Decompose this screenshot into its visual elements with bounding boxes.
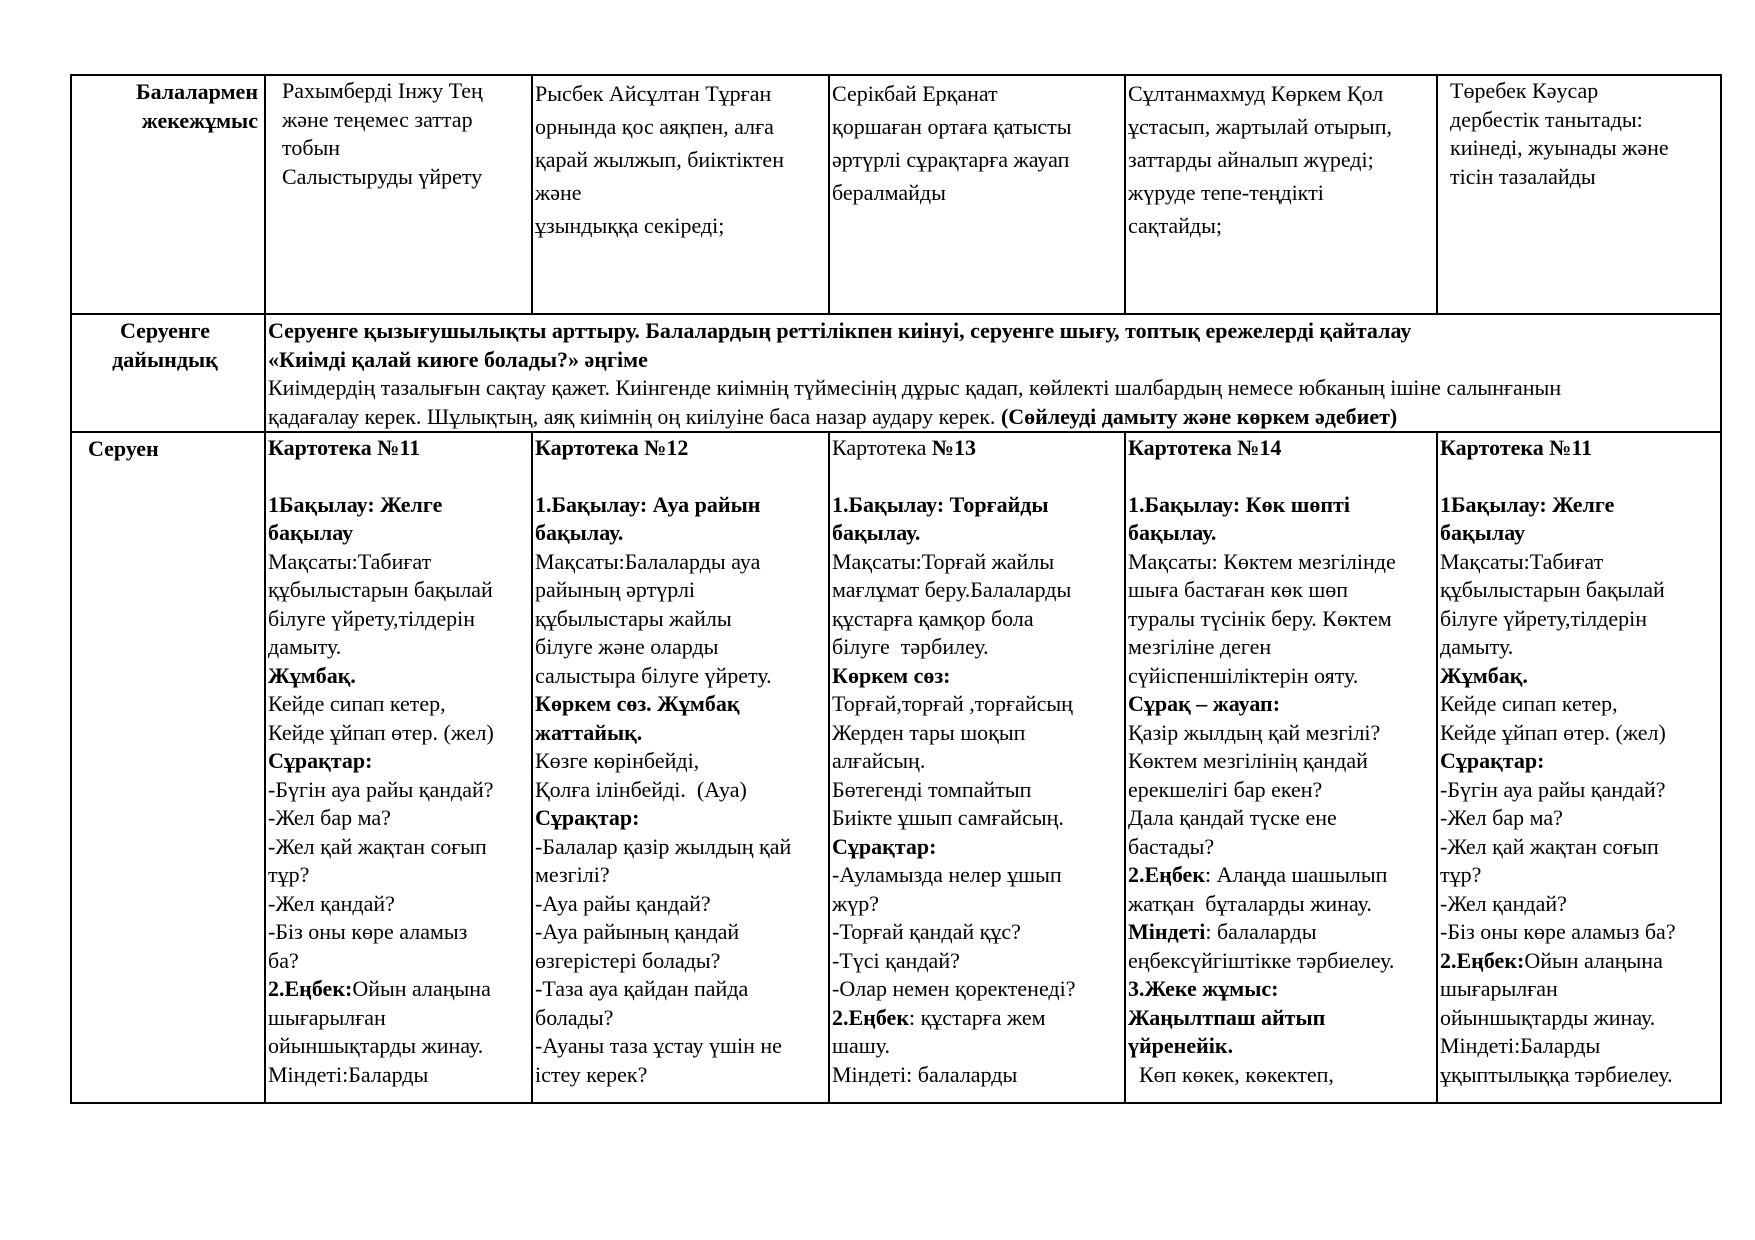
- walk-column-body: [1440, 434, 1718, 1102]
- cell-line: Салыстыруды үйрету: [282, 163, 483, 189]
- walk-line: [1128, 662, 1434, 691]
- walk-line-text: Картотека №12: [535, 435, 689, 460]
- walk-line: [1440, 1004, 1718, 1033]
- walk-line-text: Кейде ұйпап өтер. (жел): [1440, 719, 1666, 745]
- walk-line-text: -Жел бар ма?: [268, 805, 391, 830]
- walk-column-body: [832, 434, 1122, 1102]
- walk-column: [829, 432, 1125, 1103]
- walk-line-text: Көктем мезгілінің қандай: [1128, 748, 1368, 773]
- walk-line: [1128, 605, 1434, 634]
- walk-line-text: мағлұмат беру.Балаларды: [832, 577, 1072, 602]
- walk-line: [832, 519, 1122, 548]
- walk-prep-subject: (Сөйлеуді дамыту және көркем әдебиет): [1000, 403, 1398, 429]
- walk-line: [1440, 890, 1718, 919]
- walk-line-text: жаттайық.: [535, 719, 643, 745]
- walk-line-text: Міндеті: балаларды: [832, 1061, 1018, 1087]
- walk-line: [832, 690, 1122, 719]
- walk-line: [268, 776, 529, 805]
- walk-line-rest: №13: [931, 435, 977, 460]
- walk-line-text: Қазір жылдың қай мезгілі?: [1128, 719, 1381, 745]
- cell-line: заттарды айналып жүреді;: [1128, 147, 1374, 172]
- walk-column: [532, 432, 829, 1103]
- plan-table: [70, 74, 1722, 1104]
- walk-line: [268, 605, 529, 634]
- walk-line-text: -Бүгін ауа райы қандай?: [1440, 776, 1666, 802]
- walk-line: [832, 633, 1122, 662]
- walk-line-text: Сұрақ – жауап:: [1128, 691, 1281, 716]
- walk-line: [535, 633, 826, 662]
- header-line: Серуенге: [119, 318, 211, 343]
- walk-line: [1440, 434, 1718, 463]
- walk-line-text: бақылау.: [535, 520, 624, 545]
- walk-line-text: Биікте ұшып самғайсың.: [832, 805, 1064, 830]
- walk-line-text: -Жел бар ма?: [1440, 805, 1563, 830]
- walk-line-text: -Түсі қандай?: [832, 947, 960, 973]
- walk-line-text: білуге тәрбилеу.: [832, 634, 989, 659]
- walk-line: [1128, 491, 1434, 520]
- walk-line-text: 3.Жеке жұмыс:: [1128, 976, 1279, 1001]
- cell-line: Рысбек Айсұлтан Тұрған: [535, 81, 772, 106]
- cell-line: Рахымберді Інжу Тең: [282, 78, 483, 103]
- walk-line: [832, 605, 1122, 634]
- walk-line: [1128, 776, 1434, 805]
- walk-line-text: -Біз оны көре аламыз: [268, 919, 468, 944]
- walk-line-text: Жерден тары шоқып: [832, 719, 1026, 745]
- walk-line-text: -Ауламызда нелер ұшып: [832, 862, 1062, 887]
- line-gap: [268, 463, 529, 491]
- walk-line: [1128, 918, 1434, 947]
- walk-line-text: Сұрақтар:: [535, 805, 640, 830]
- walk-line-text: мезгілі?: [535, 862, 610, 887]
- walk-line: [268, 833, 529, 862]
- walk-line-text: құстарға қамқор бола: [832, 605, 1034, 631]
- walk-column: [1437, 432, 1721, 1103]
- walk-line: [1128, 947, 1434, 976]
- walk-line-text: Мақсаты:Табиғат: [1440, 548, 1604, 574]
- walk-line-text: мезгіліне деген: [1128, 634, 1272, 659]
- walk-line-text: еңбексүйгіштікке тәрбиелеу.: [1128, 947, 1395, 973]
- walk-line-text: 1Бақылау: Желге: [268, 491, 443, 517]
- cell-line: ұстасып, жартылай отырып,: [1128, 114, 1392, 139]
- walk-line: [535, 491, 826, 520]
- walk-line: [268, 1061, 529, 1090]
- walk-line: [832, 918, 1122, 947]
- walk-line: [268, 576, 529, 605]
- walk-line-text: құбылыстарын бақылай: [268, 577, 493, 602]
- walk-line: [832, 1032, 1122, 1061]
- walk-line: [535, 519, 826, 548]
- walk-line: [1440, 576, 1718, 605]
- walk-prep-line: «Киімді қалай киюге болады?» әңгіме: [268, 346, 648, 372]
- walk-line-text: Мақсаты:Балаларды ауа: [535, 548, 761, 574]
- walk-column-body: [535, 434, 826, 1102]
- walk-line: [535, 576, 826, 605]
- walk-line-text: Көркем сөз. Жұмбақ: [535, 691, 740, 716]
- walk-line-text: Мақсаты: Көктем мезгілінде: [1128, 548, 1396, 574]
- header-line: Серуен: [88, 436, 159, 461]
- walk-line: [832, 947, 1122, 976]
- walk-line: [832, 833, 1122, 862]
- walk-line-text: -Ауа райы қандай?: [535, 890, 711, 916]
- walk-line-text: істеу керек?: [535, 1061, 648, 1087]
- walk-line: [1128, 548, 1434, 577]
- walk-line-text: 2.Еңбек: [832, 1004, 909, 1030]
- walk-line: [1440, 804, 1718, 833]
- walk-line: [1440, 605, 1718, 634]
- walk-line: [1128, 690, 1434, 719]
- walk-line: [535, 947, 826, 976]
- walk-line-text: Сұрақтар:: [268, 748, 373, 773]
- walk-line: [268, 519, 529, 548]
- cell-line: және теңемес заттар: [282, 106, 473, 132]
- walk-line-text: -Ауа райының қандай: [535, 919, 740, 944]
- cell-line: киінеді, жуынады және: [1450, 135, 1669, 160]
- walk-line: [1440, 1032, 1718, 1061]
- walk-column: [1125, 432, 1437, 1103]
- walk-line-text: 1Бақылау: Желге: [1440, 491, 1615, 517]
- walk-line-text: дамыту.: [268, 634, 342, 659]
- walk-line-text: Мақсаты:Торғай жайлы: [832, 548, 1055, 574]
- walk-line-text: 1.Бақылау: Ауа райын: [535, 491, 761, 517]
- walk-line: [832, 975, 1122, 1004]
- cell-line: Серікбай Ерқанат: [832, 81, 998, 106]
- walk-line-text: сүйіспеншіліктерін ояту.: [1128, 662, 1359, 688]
- walk-line: [1128, 719, 1434, 748]
- walk-line-text: Міндеті:Баларды: [1440, 1033, 1601, 1058]
- walk-line: [1128, 1032, 1434, 1061]
- line-gap: [832, 463, 1122, 491]
- walk-line-text: 2.Еңбек:: [1440, 947, 1525, 973]
- header-line: жекежұмыс: [141, 107, 258, 133]
- walk-line: [535, 747, 826, 776]
- walk-line-text: Кейде ұйпап өтер. (жел): [268, 719, 494, 745]
- walk-line: [268, 890, 529, 919]
- walk-prep-line: Киімдердің тазалығын сақтау қажет. Киінгенде киімнің түймесінің дұрыс қадап, көйлекті шалбардың немесе юбканың ішіне салынғанын: [268, 375, 1562, 400]
- line-gap: [535, 463, 826, 491]
- walk-line: [832, 434, 1122, 463]
- walk-line: [535, 1004, 826, 1033]
- walk-line: [832, 1061, 1122, 1090]
- walk-line-text: Сұрақтар:: [1440, 748, 1545, 773]
- walk-line-text: дамыту.: [1440, 634, 1514, 659]
- walk-line-text: Мақсаты:Табиғат: [268, 548, 432, 574]
- walk-line-rest: Ойын алаңына: [1524, 947, 1663, 973]
- walk-line: [535, 890, 826, 919]
- walk-line-text: Көзге көрінбейді,: [535, 748, 700, 773]
- walk-header: [71, 432, 265, 1103]
- walk-line-text: Бөтегенді томпайтып: [832, 776, 1032, 802]
- walk-line-rest: : Алаңда шашылып: [1205, 862, 1388, 887]
- walk-line: [832, 890, 1122, 919]
- walk-prep-line: Серуенге қызығушылықты арттыру. Балалардың реттілікпен киінуі, серуенге шығу, топтық ережелерді қайталау: [268, 318, 1412, 343]
- walk-line: [1128, 434, 1434, 463]
- walk-line-text: бақылау: [268, 520, 354, 545]
- walk-line-text: -Біз оны көре аламыз ба?: [1440, 919, 1676, 944]
- walk-line: [268, 719, 529, 748]
- walk-line: [268, 804, 529, 833]
- walk-line: [535, 719, 826, 748]
- walk-line: [1128, 1004, 1434, 1033]
- walk-line-text: алғайсың.: [832, 748, 926, 773]
- walk-line: [535, 548, 826, 577]
- walk-column-body: [1128, 434, 1434, 1102]
- walk-line-text: бақылау: [1440, 520, 1526, 545]
- cell-line: әртүрлі сұрақтарға жауап: [832, 147, 1070, 172]
- walk-line-text: ба?: [268, 947, 299, 973]
- walk-line-text: Жаңылтпаш айтып: [1128, 1004, 1326, 1030]
- cell-line: тісін тазалайды: [1450, 163, 1596, 189]
- walk-line: [1128, 890, 1434, 919]
- cell-line: және: [535, 180, 582, 205]
- walk-line: [832, 1004, 1122, 1033]
- cell-line: орнында қос аяқпен, алға: [535, 114, 774, 139]
- cell-line: ұзындыққа секіреді;: [535, 213, 725, 238]
- walk-line-text: -Бүгін ауа райы қандай?: [268, 776, 494, 802]
- walk-line-text: -Торғай қандай құс?: [832, 919, 1021, 944]
- walk-line-text: Көп көкек, көкектеп,: [1128, 1061, 1334, 1087]
- walk-line: [1128, 576, 1434, 605]
- walk-line: [1128, 833, 1434, 862]
- walk-line: [535, 605, 826, 634]
- walk-line: [268, 975, 529, 1004]
- walk-line: [1440, 918, 1718, 947]
- walk-line-text: болады?: [535, 1004, 614, 1030]
- individual-work-row: [71, 75, 1721, 314]
- walk-line: [832, 548, 1122, 577]
- walk-line-text: -Ауаны таза ұстау үшін не: [535, 1033, 782, 1058]
- walk-line: [268, 434, 529, 463]
- walk-line: [1440, 975, 1718, 1004]
- walk-line-text: райының әртүрлі: [535, 577, 696, 602]
- header-line: Балалармен: [136, 79, 258, 104]
- walk-line: [1128, 747, 1434, 776]
- walk-line-text: үйренейік.: [1128, 1033, 1234, 1058]
- walk-line-text: шыға бастаған көк шөп: [1128, 577, 1349, 602]
- line-gap: [1440, 463, 1718, 491]
- walk-line-text: -Жел қандай?: [268, 890, 395, 916]
- walk-line: [1440, 776, 1718, 805]
- walk-line: [268, 633, 529, 662]
- walk-line: [1440, 747, 1718, 776]
- walk-line: [1440, 690, 1718, 719]
- walk-line-text: Міндеті: [1128, 919, 1206, 944]
- walk-line: [832, 576, 1122, 605]
- walk-line-text: 1.Бақылау: Торғайды: [832, 491, 1049, 517]
- walk-line-text: -Жел қай жақтан соғып: [268, 833, 487, 859]
- walk-line-text: -Балалар қазір жылдың қай: [535, 833, 792, 859]
- walk-line: [1440, 491, 1718, 520]
- cell-line: Төребек Кәусар: [1450, 78, 1599, 103]
- walk-line: [535, 1061, 826, 1090]
- walk-line: [1440, 519, 1718, 548]
- walk-line: [832, 747, 1122, 776]
- walk-line: [535, 833, 826, 862]
- walk-line: [1128, 633, 1434, 662]
- walk-line-text: шығарылған: [268, 1004, 386, 1030]
- walk-line-text: Картотека №14: [1128, 435, 1282, 460]
- cell-line: қоршаған ортаға қатысты: [832, 114, 1072, 139]
- line-gap: [1128, 463, 1434, 491]
- walk-line-text: Қолға ілінбейді. (Ауа): [535, 776, 747, 802]
- walk-line-text: ойыншықтарды жинау.: [268, 1033, 484, 1058]
- walk-line-text: ұқыптылыққа тәрбиелеу.: [1440, 1061, 1673, 1087]
- walk-line-rest: Ойын алаңына: [352, 976, 491, 1001]
- walk-line-text: -Таза ауа қайдан пайда: [535, 976, 749, 1001]
- walk-line: [535, 690, 826, 719]
- walk-line-text: бақылау.: [1128, 520, 1217, 545]
- walk-line-text: құбылыстары жайлы: [535, 605, 732, 631]
- header-line: дайындық: [112, 346, 218, 372]
- walk-line: [535, 861, 826, 890]
- walk-line-rest: : құстарға жем: [909, 1004, 1046, 1030]
- walk-line: [1440, 719, 1718, 748]
- walk-line-text: Кейде сипап кетер,: [1440, 691, 1618, 716]
- walk-line: [268, 947, 529, 976]
- walk-line-rest: : балаларды: [1205, 919, 1317, 944]
- cell-line: қарай жылжып, биіктіктен: [535, 147, 784, 172]
- walk-prep-row: [71, 314, 1721, 432]
- walk-line: [268, 548, 529, 577]
- walk-line: [535, 804, 826, 833]
- walk-line: [832, 719, 1122, 748]
- walk-line-text: Дала қандай түске ене: [1128, 805, 1337, 830]
- walk-line-text: -Олар немен қоректенеді?: [832, 976, 1076, 1001]
- walk-line: [832, 662, 1122, 691]
- walk-line-text: білуге және оларды: [535, 634, 719, 659]
- walk-line-text: 2.Еңбек: [1128, 862, 1205, 887]
- individual-work-header: [71, 75, 265, 314]
- walk-line: [1440, 1061, 1718, 1090]
- individual-work-cell: [532, 75, 829, 314]
- walk-line: [1440, 633, 1718, 662]
- walk-line: [1128, 1061, 1434, 1090]
- walk-line: [832, 776, 1122, 805]
- walk-prep-text: қадағалау керек. Шұлықтың, аяқ киімнің оң киілуіне баса назар аудару керек.: [268, 403, 1001, 429]
- walk-line: [535, 975, 826, 1004]
- walk-line: [1128, 804, 1434, 833]
- walk-line-text: құбылыстарын бақылай: [1440, 577, 1665, 602]
- walk-line: [268, 662, 529, 691]
- walk-line-text: салыстыра білуге үйрету.: [535, 662, 772, 688]
- walk-line: [535, 1032, 826, 1061]
- walk-line-text: 1.Бақылау: Көк шөпті: [1128, 491, 1350, 517]
- walk-prep-header: [71, 314, 265, 432]
- walk-line-text: тұр?: [268, 862, 310, 887]
- walk-line: [268, 1004, 529, 1033]
- cell-line: тобын: [282, 135, 341, 160]
- cell-line: жүруде тепе-теңдікті: [1128, 180, 1324, 205]
- walk-line-text: білуге үйрету,тілдерін: [1440, 605, 1647, 631]
- walk-line-text: шашу.: [832, 1033, 890, 1058]
- walk-line-text: өзгерістері болады?: [535, 947, 721, 973]
- walk-line: [1440, 947, 1718, 976]
- walk-line-text: Картотека: [832, 435, 932, 460]
- walk-line-text: жатқан бұталарды жинау.: [1128, 890, 1372, 916]
- walk-line-text: Міндеті:Баларды: [268, 1061, 429, 1087]
- walk-line: [1128, 519, 1434, 548]
- walk-line-text: бастады?: [1128, 833, 1215, 859]
- walk-line: [1128, 975, 1434, 1004]
- walk-line: [1440, 833, 1718, 862]
- individual-work-cell: [265, 75, 532, 314]
- walk-column-body: [268, 434, 529, 1102]
- walk-line-text: 2.Еңбек:: [268, 976, 353, 1001]
- walk-line-text: -Жел қай жақтан соғып: [1440, 833, 1659, 859]
- walk-line-text: бақылау.: [832, 520, 921, 545]
- walk-line-text: Картотека №11: [268, 435, 421, 460]
- walk-line: [1128, 861, 1434, 890]
- cell-line: дербестік танытады:: [1450, 106, 1643, 132]
- walk-column: [265, 432, 532, 1103]
- walk-line: [268, 491, 529, 520]
- walk-line-text: ерекшелігі бар екен?: [1128, 776, 1323, 802]
- walk-line: [535, 662, 826, 691]
- walk-line-text: тұр?: [1440, 862, 1482, 887]
- walk-line: [535, 918, 826, 947]
- walk-line-text: Торғай,торғай ,торғайсың: [832, 691, 1073, 716]
- walk-prep-content: [265, 314, 1721, 432]
- walk-line-text: білуге үйрету,тілдерін: [268, 605, 475, 631]
- walk-line-text: Сұрақтар:: [832, 833, 937, 859]
- walk-line: [832, 861, 1122, 890]
- walk-line: [1440, 861, 1718, 890]
- walk-line: [832, 491, 1122, 520]
- walk-line: [268, 690, 529, 719]
- individual-work-cell: [829, 75, 1125, 314]
- walk-line-text: туралы түсінік беру. Көктем: [1128, 605, 1392, 631]
- walk-line: [268, 861, 529, 890]
- walk-row: [71, 432, 1721, 1103]
- walk-line: [535, 776, 826, 805]
- walk-line: [535, 434, 826, 463]
- walk-line-text: Картотека №11: [1440, 435, 1593, 460]
- walk-line-text: Көркем сөз:: [832, 662, 951, 688]
- walk-line-text: шығарылған: [1440, 976, 1558, 1001]
- walk-line: [832, 804, 1122, 833]
- walk-prep-line-4: [268, 403, 1720, 432]
- walk-line: [268, 918, 529, 947]
- walk-line-text: -Жел қандай?: [1440, 890, 1567, 916]
- walk-line: [1440, 662, 1718, 691]
- walk-line: [268, 747, 529, 776]
- walk-line-text: Жұмбақ.: [1440, 662, 1528, 688]
- cell-line: Сұлтанмахмуд Көркем Қол: [1128, 81, 1384, 106]
- walk-line: [1440, 548, 1718, 577]
- walk-line-text: ойыншықтарды жинау.: [1440, 1004, 1656, 1030]
- cell-line: бералмайды: [832, 180, 946, 205]
- walk-line-text: жүр?: [832, 890, 879, 916]
- individual-work-cell: [1125, 75, 1437, 314]
- walk-line-text: Кейде сипап кетер,: [268, 691, 446, 716]
- cell-line: сақтайды;: [1128, 213, 1222, 238]
- individual-work-cell: [1437, 75, 1721, 314]
- walk-line-text: Жұмбақ.: [268, 662, 356, 688]
- walk-line: [268, 1032, 529, 1061]
